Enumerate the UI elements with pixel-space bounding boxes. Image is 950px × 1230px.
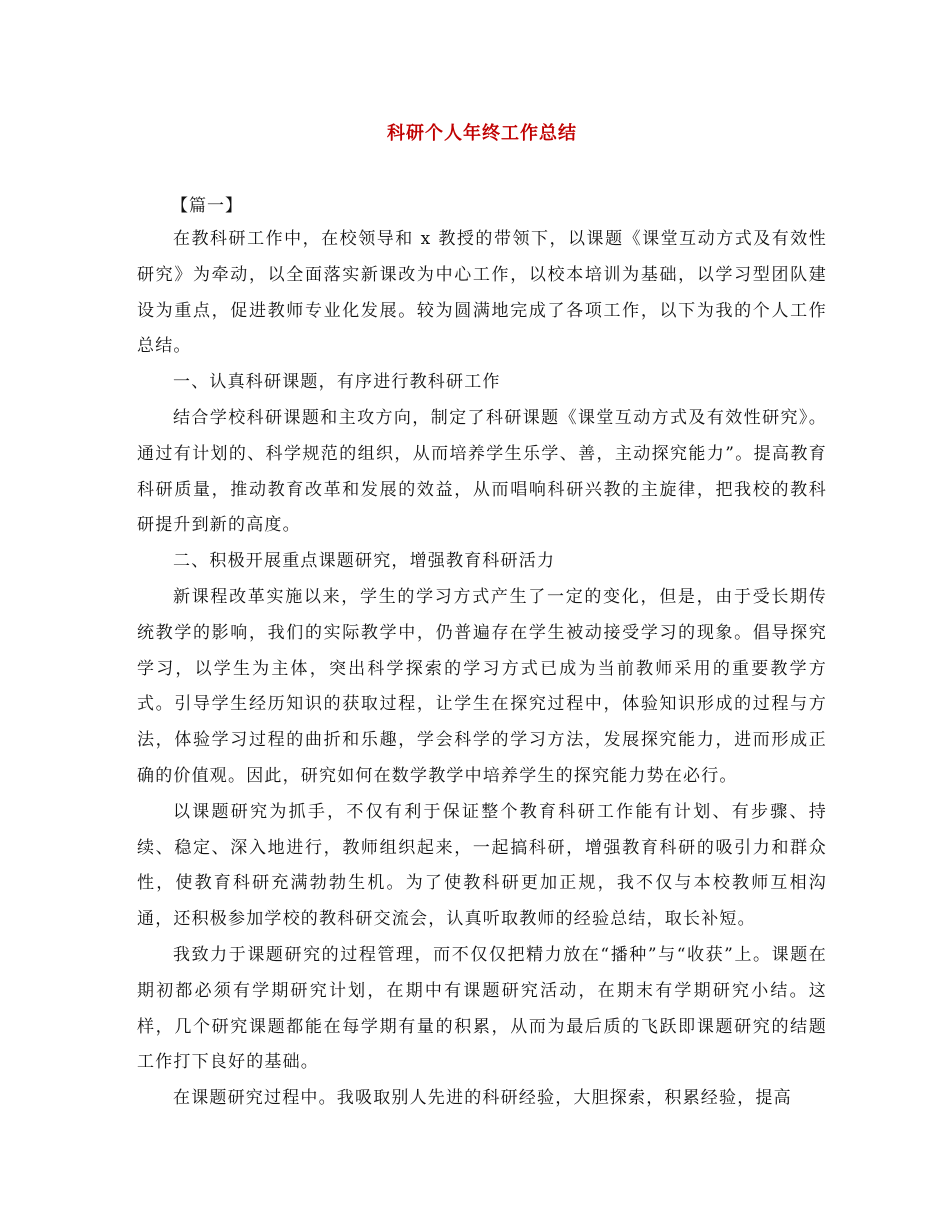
document-title: 科研个人年终工作总结 xyxy=(387,123,577,144)
paragraph-reform: 新课程改革实施以来，学生的学习方式产生了一定的变化，但是，由于受长期传统教学的影响，我们的实际教学中，仍普遍存在学生被动接受学习的现象。倡导探究学习，以学生为主体，突出科学探索的学习方式已成为当前教师采用的重要教学方式。引导学生经历知识的获取过程，让学生在探究过程中，体验知识形成的过程与方法，体验学习过程的曲折和乐趣，学会科学的学习方法，发展探究能力，进而形成正确的价值观。因此，研究如何在数学教学中培养学生的探究能力势在必行。 xyxy=(137,586,827,786)
section-heading-2: 二、积极开展重点课题研究，增强教育科研活力 xyxy=(173,551,556,572)
document-page xyxy=(137,118,827,1117)
paragraph-process-management: 我致力于课题研究的过程管理，而不仅仅把精力放在“播种”与“收获”上。课题在期初都必须有学期研究计划，在期中有课题研究活动，在期末有学期研究小结。这样，几个研究课题都能在每学期有量的积累，从而为最后质的飞跃即课题研究的结题工作打下良好的基础。 xyxy=(137,944,827,1073)
section-label: 【篇一】 xyxy=(171,196,243,216)
paragraph-research-handle: 以课题研究为抓手，不仅有利于保证整个教育科研工作能有计划、有步骤、持续、稳定、深入地进行，教师组织起来，一起搞科研，增强教育科研的吸引力和群众性，使教育科研充满勃勃生机。为了使教科研更加正规，我不仅与本校教师互相沟通，还积极参加学校的教科研交流会，认真听取教师的经验总结，取长补短。 xyxy=(137,801,827,930)
paragraph-research-process: 在课题研究过程中。我吸取别人先进的科研经验，大胆探索，积累经验，提高 xyxy=(173,1088,792,1109)
paragraph-intro: 在教科研工作中，在校领导和 x 教授的带领下，以课题《课堂互动方式及有效性研究》为牵动，以全面落实新课改为中心工作，以校本培训为基础，以学习型团队建设为重点，促进教师专业化发展。较为圆满地完成了各项工作，以下为我的个人工作总结。 xyxy=(137,229,827,357)
section-heading-1: 一、认真科研课题，有序进行教科研工作 xyxy=(173,372,501,393)
paragraph-topic: 结合学校科研课题和主攻方向，制定了科研课题《课堂互动方式及有效性研究》。通过有计划的、科学规范的组织，从而培养学生乐学、善，主动探究能力”。提高教育科研质量，推动教育改革和发展的效益，从而唱响科研兴教的主旋律，把我校的教科研提升到新的高度。 xyxy=(137,407,827,536)
document-body xyxy=(137,222,827,1117)
